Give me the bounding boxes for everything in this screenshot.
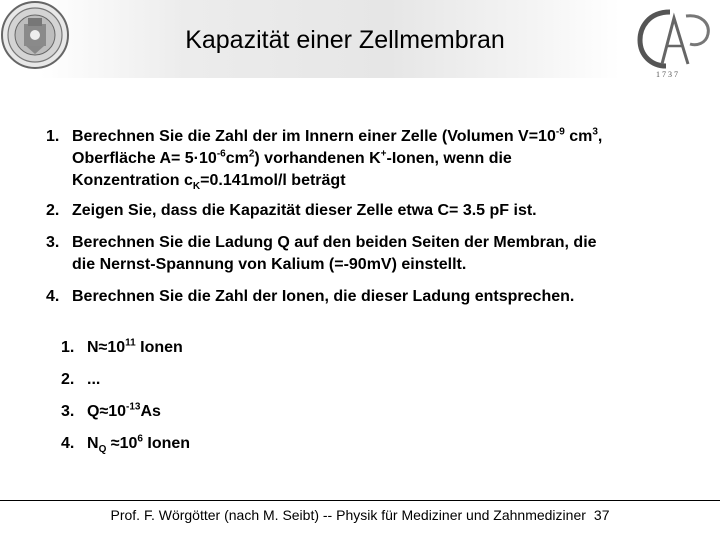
item-line: Berechnen Sie die Zahl der im Innern einer Zelle (Volumen $V=10^{-9}$ $cm^3$,: [72, 126, 603, 145]
item-line: Berechnen Sie die Ladung Q auf den beiden Seiten der Membran, die: [72, 234, 597, 251]
logo-year: 1 7 3 7: [656, 70, 678, 79]
answer-text: $N_Q \approx 10^6$ Ionen: [87, 433, 191, 456]
item-line: Berechnen Sie die Zahl der Ionen, die dieser Ladung entsprechen.: [72, 288, 575, 305]
answer-number: 2.: [61, 371, 75, 388]
footer: [0, 507, 720, 523]
answer-text: $N\approx 10^{11}$ Ionen: [87, 337, 183, 356]
answer-number: 4.: [61, 435, 75, 452]
item-number: 4.: [46, 288, 60, 305]
answer-text: ...: [87, 371, 101, 388]
answer-number: 3.: [61, 403, 75, 420]
item-line: Konzentration $c_K=0.141mol/l$ beträgt: [72, 172, 346, 193]
footer-divider: [0, 500, 720, 501]
item-number: 2.: [46, 202, 60, 219]
answer-number: 1.: [61, 339, 75, 356]
item-number: 1.: [46, 128, 60, 145]
answer-text: $Q\approx 10^{-13}As$: [87, 401, 161, 420]
page-number: 37: [593, 507, 610, 523]
footer-text: Prof. F. Wörgötter (nach M. Seibt) -- Physik für Mediziner und Zahnmediziner: [110, 507, 586, 523]
item-line: die Nernst-Spannung von Kalium (=-90mV) einstellt.: [72, 256, 467, 273]
item-number: 3.: [46, 234, 60, 251]
item-line: Zeigen Sie, dass die Kapazität dieser Zelle etwa C= 3.5 pF ist.: [72, 202, 537, 219]
page-title: Kapazität einer Zellmembran: [185, 26, 505, 54]
item-line: Oberfläche $A= 5\cdot 10^{-6}cm^2$) vorhandenen K+-Ionen, wenn die: [72, 148, 512, 167]
